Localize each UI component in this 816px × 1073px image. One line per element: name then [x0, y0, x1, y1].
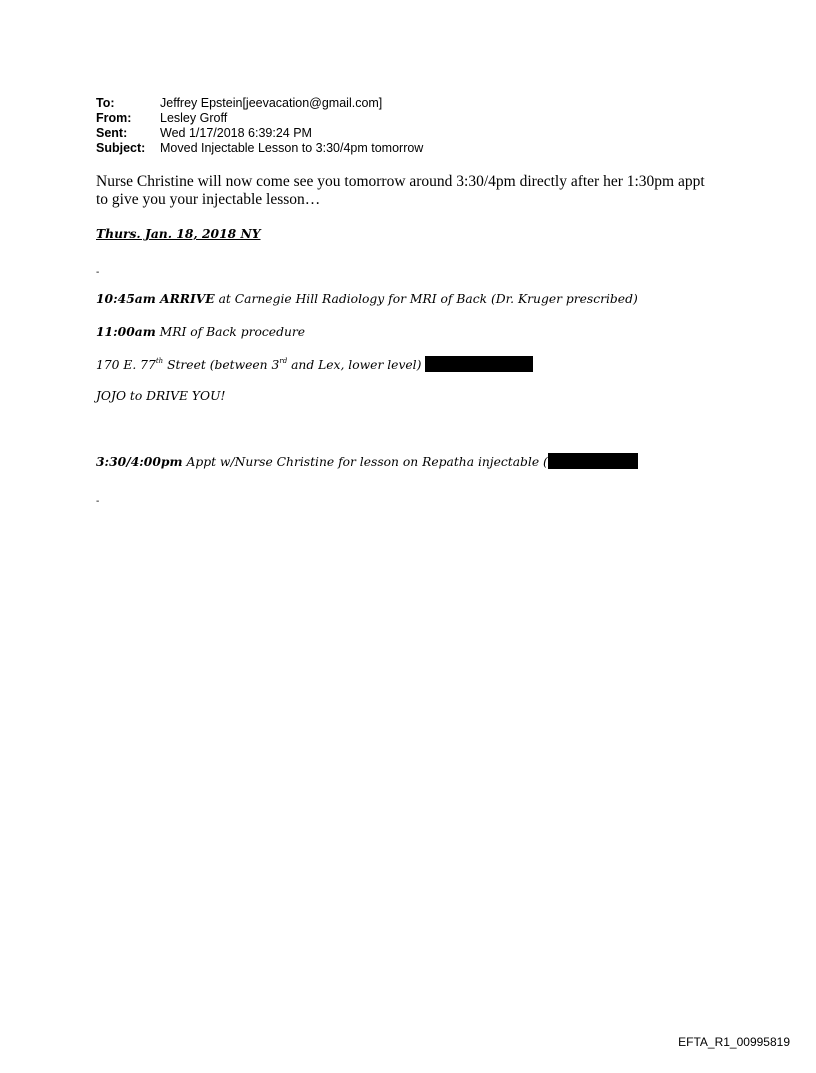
appointment-line — [96, 453, 638, 469]
arrive-time: 10:45am ARRIVE — [96, 291, 215, 306]
to-row — [96, 96, 423, 111]
subject-value: Moved Injectable Lesson to 3:30/4pm tomorrow — [160, 141, 424, 155]
address-sup-2: rd — [279, 357, 288, 365]
date-heading: Thurs. Jan. 18, 2018 NY — [96, 226, 261, 241]
appointment-text: Appt w/Nurse Christine for lesson on Repatha injectable ( — [182, 455, 548, 469]
separator-dash: - — [96, 496, 100, 507]
from-label: From: — [96, 111, 132, 125]
document-id: EFTA_R1_00995819 — [678, 1035, 790, 1049]
address-part-2: Street (between 3 — [163, 358, 280, 372]
subject-label: Subject: — [96, 141, 146, 155]
from-value: Lesley Groff — [160, 111, 228, 125]
intro-paragraph: Nurse Christine will now come see you tomorrow around 3:30/4pm directly after her 1:30pm appt to give you your injectable lesson… — [96, 173, 705, 208]
arrive-text: at Carnegie Hill Radiology for MRI of Back (Dr. Kruger prescribed) — [214, 292, 638, 306]
subject-row — [96, 141, 423, 156]
sent-value: Wed 1/17/2018 6:39:24 PM — [160, 126, 312, 140]
redaction-bar — [425, 356, 533, 372]
separator-dash: - — [96, 267, 100, 278]
to-value: Jeffrey Epstein[jeevacation@gmail.com] — [160, 96, 383, 110]
address-part-1: 170 E. 77 — [96, 358, 156, 372]
driver-line: JOJO to DRIVE YOU! — [96, 389, 226, 403]
address-sup-1: th — [155, 357, 164, 365]
to-label: To: — [96, 96, 115, 110]
mri-line — [96, 324, 305, 339]
sent-row — [96, 126, 423, 141]
arrive-line — [96, 291, 638, 306]
redaction-bar — [548, 453, 638, 469]
address-part-3: and Lex, lower level) — [287, 358, 426, 372]
appointment-time: 3:30/4:00pm — [96, 454, 183, 469]
from-row — [96, 111, 423, 126]
mri-text: MRI of Back procedure — [155, 325, 306, 339]
sent-label: Sent: — [96, 126, 128, 140]
email-header — [96, 96, 423, 156]
address-line — [96, 356, 533, 372]
mri-time: 11:00am — [96, 324, 156, 339]
